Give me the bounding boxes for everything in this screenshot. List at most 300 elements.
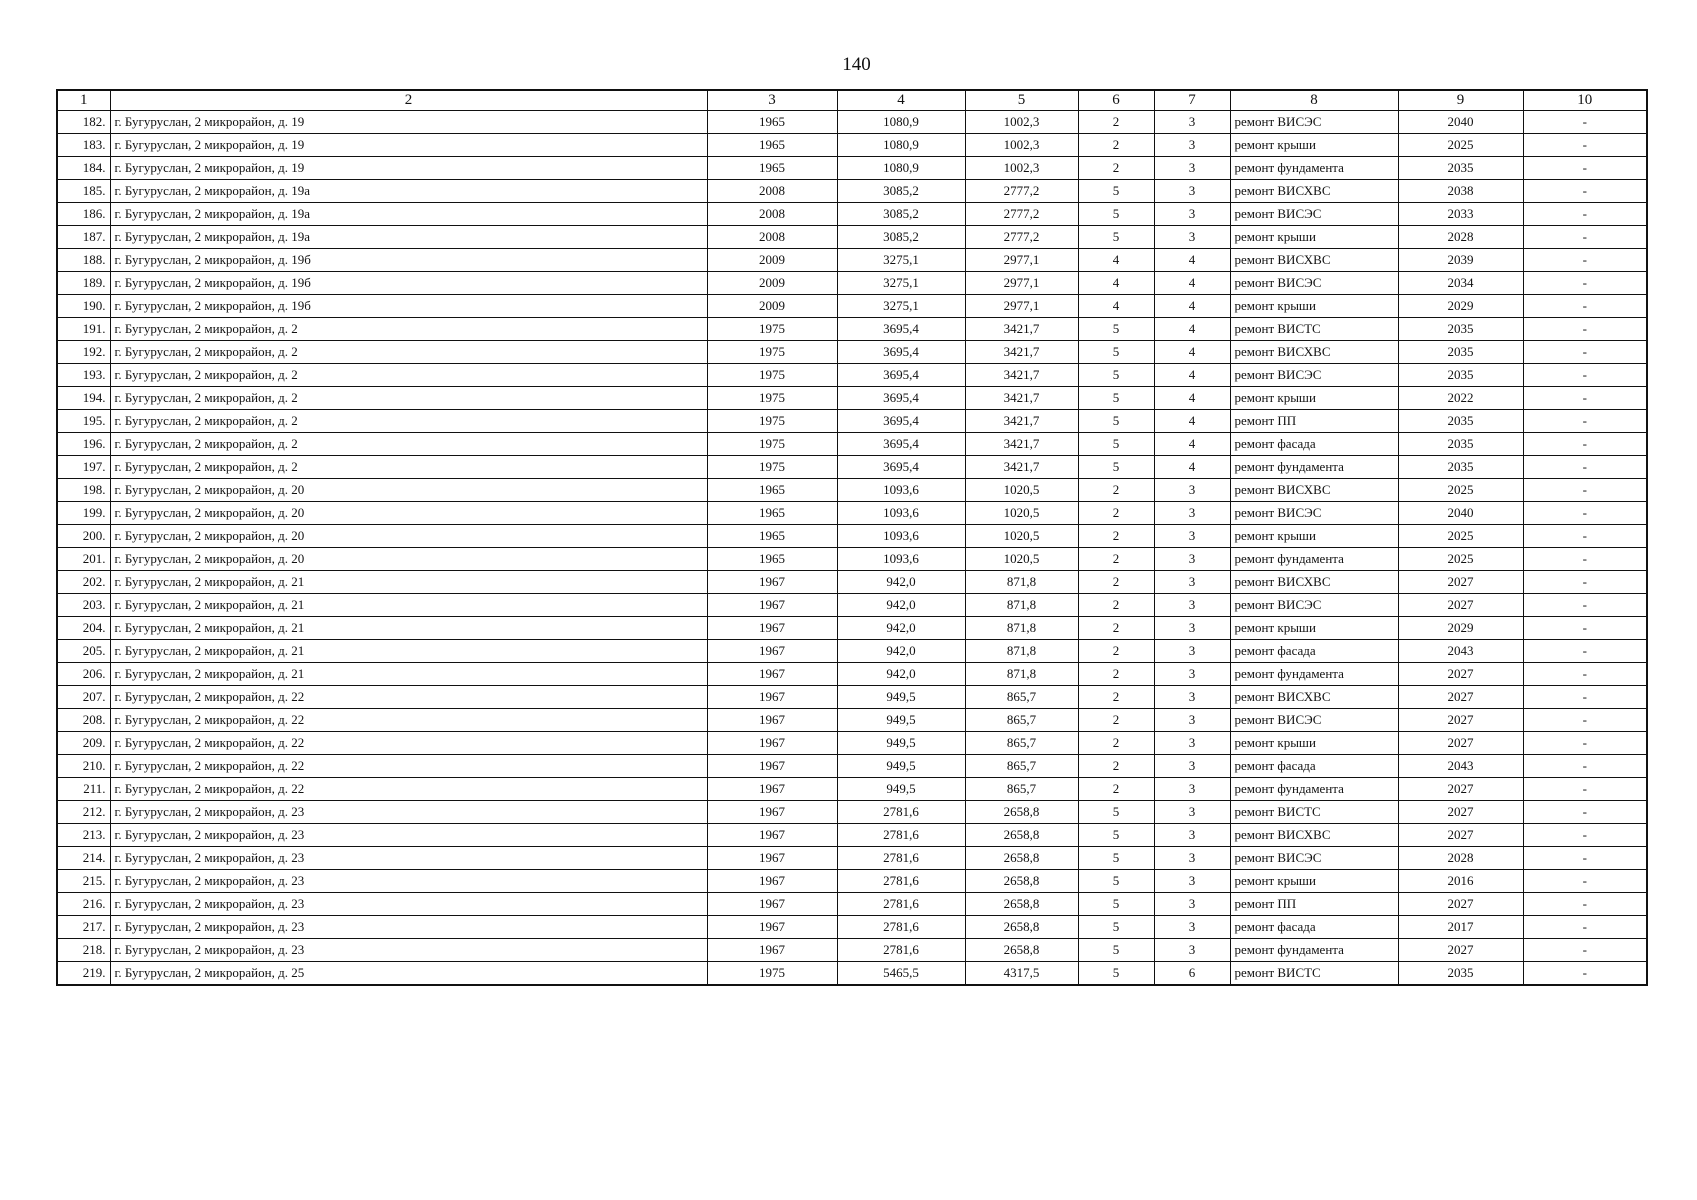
floors-cell: 2 bbox=[1078, 134, 1154, 157]
floors-cell: 2 bbox=[1078, 479, 1154, 502]
total-area-cell: 3695,4 bbox=[837, 387, 965, 410]
column-header-9: 9 bbox=[1398, 90, 1523, 111]
total-area-cell: 2781,6 bbox=[837, 847, 965, 870]
address-cell: г. Бугуруслан, 2 микрорайон, д. 19а bbox=[110, 203, 707, 226]
year-built-cell: 1967 bbox=[707, 686, 837, 709]
entrances-cell: 3 bbox=[1154, 778, 1230, 801]
row-number-cell: 188. bbox=[57, 249, 110, 272]
work-type-cell: ремонт ВИСХВС bbox=[1230, 571, 1398, 594]
work-type-cell: ремонт крыши bbox=[1230, 617, 1398, 640]
note-cell: - bbox=[1523, 341, 1647, 364]
total-area-cell: 949,5 bbox=[837, 778, 965, 801]
planned-year-cell: 2040 bbox=[1398, 502, 1523, 525]
living-area-cell: 2658,8 bbox=[965, 801, 1078, 824]
note-cell: - bbox=[1523, 433, 1647, 456]
floors-cell: 2 bbox=[1078, 525, 1154, 548]
year-built-cell: 2008 bbox=[707, 180, 837, 203]
row-number-cell: 191. bbox=[57, 318, 110, 341]
work-type-cell: ремонт ВИСЭС bbox=[1230, 364, 1398, 387]
living-area-cell: 865,7 bbox=[965, 709, 1078, 732]
total-area-cell: 5465,5 bbox=[837, 962, 965, 986]
year-built-cell: 1967 bbox=[707, 847, 837, 870]
living-area-cell: 1020,5 bbox=[965, 525, 1078, 548]
entrances-cell: 3 bbox=[1154, 203, 1230, 226]
living-area-cell: 2777,2 bbox=[965, 203, 1078, 226]
planned-year-cell: 2025 bbox=[1398, 525, 1523, 548]
column-header-4: 4 bbox=[837, 90, 965, 111]
year-built-cell: 1967 bbox=[707, 617, 837, 640]
row-number-cell: 185. bbox=[57, 180, 110, 203]
entrances-cell: 3 bbox=[1154, 502, 1230, 525]
floors-cell: 4 bbox=[1078, 249, 1154, 272]
work-type-cell: ремонт ВИСТС bbox=[1230, 801, 1398, 824]
work-type-cell: ремонт крыши bbox=[1230, 525, 1398, 548]
planned-year-cell: 2028 bbox=[1398, 226, 1523, 249]
table-row bbox=[57, 203, 1647, 226]
row-number-cell: 184. bbox=[57, 157, 110, 180]
address-cell: г. Бугуруслан, 2 микрорайон, д. 20 bbox=[110, 479, 707, 502]
year-built-cell: 2009 bbox=[707, 249, 837, 272]
entrances-cell: 3 bbox=[1154, 479, 1230, 502]
note-cell: - bbox=[1523, 502, 1647, 525]
table-row bbox=[57, 640, 1647, 663]
living-area-cell: 3421,7 bbox=[965, 433, 1078, 456]
planned-year-cell: 2029 bbox=[1398, 617, 1523, 640]
address-cell: г. Бугуруслан, 2 микрорайон, д. 2 bbox=[110, 387, 707, 410]
work-type-cell: ремонт фасада bbox=[1230, 433, 1398, 456]
floors-cell: 2 bbox=[1078, 778, 1154, 801]
floors-cell: 2 bbox=[1078, 111, 1154, 134]
note-cell: - bbox=[1523, 410, 1647, 433]
planned-year-cell: 2034 bbox=[1398, 272, 1523, 295]
address-cell: г. Бугуруслан, 2 микрорайон, д. 21 bbox=[110, 617, 707, 640]
floors-cell: 2 bbox=[1078, 617, 1154, 640]
total-area-cell: 1080,9 bbox=[837, 157, 965, 180]
note-cell: - bbox=[1523, 364, 1647, 387]
year-built-cell: 2009 bbox=[707, 295, 837, 318]
year-built-cell: 1967 bbox=[707, 594, 837, 617]
floors-cell: 5 bbox=[1078, 456, 1154, 479]
entrances-cell: 4 bbox=[1154, 433, 1230, 456]
note-cell: - bbox=[1523, 939, 1647, 962]
floors-cell: 2 bbox=[1078, 548, 1154, 571]
year-built-cell: 1965 bbox=[707, 157, 837, 180]
total-area-cell: 1093,6 bbox=[837, 548, 965, 571]
floors-cell: 5 bbox=[1078, 387, 1154, 410]
total-area-cell: 1093,6 bbox=[837, 502, 965, 525]
row-number-cell: 205. bbox=[57, 640, 110, 663]
table-row bbox=[57, 410, 1647, 433]
living-area-cell: 3421,7 bbox=[965, 410, 1078, 433]
note-cell: - bbox=[1523, 916, 1647, 939]
floors-cell: 5 bbox=[1078, 824, 1154, 847]
address-cell: г. Бугуруслан, 2 микрорайон, д. 23 bbox=[110, 824, 707, 847]
planned-year-cell: 2038 bbox=[1398, 180, 1523, 203]
address-cell: г. Бугуруслан, 2 микрорайон, д. 19 bbox=[110, 134, 707, 157]
table-row bbox=[57, 180, 1647, 203]
year-built-cell: 1967 bbox=[707, 755, 837, 778]
planned-year-cell: 2035 bbox=[1398, 364, 1523, 387]
floors-cell: 2 bbox=[1078, 686, 1154, 709]
floors-cell: 5 bbox=[1078, 870, 1154, 893]
entrances-cell: 3 bbox=[1154, 709, 1230, 732]
planned-year-cell: 2035 bbox=[1398, 341, 1523, 364]
address-cell: г. Бугуруслан, 2 микрорайон, д. 19б bbox=[110, 295, 707, 318]
floors-cell: 5 bbox=[1078, 226, 1154, 249]
planned-year-cell: 2027 bbox=[1398, 893, 1523, 916]
table-row bbox=[57, 525, 1647, 548]
total-area-cell: 2781,6 bbox=[837, 916, 965, 939]
entrances-cell: 3 bbox=[1154, 893, 1230, 916]
floors-cell: 2 bbox=[1078, 640, 1154, 663]
year-built-cell: 1967 bbox=[707, 939, 837, 962]
total-area-cell: 2781,6 bbox=[837, 870, 965, 893]
table-row bbox=[57, 226, 1647, 249]
entrances-cell: 3 bbox=[1154, 617, 1230, 640]
note-cell: - bbox=[1523, 525, 1647, 548]
total-area-cell: 3695,4 bbox=[837, 410, 965, 433]
table-row bbox=[57, 847, 1647, 870]
work-type-cell: ремонт крыши bbox=[1230, 226, 1398, 249]
floors-cell: 2 bbox=[1078, 157, 1154, 180]
year-built-cell: 1975 bbox=[707, 456, 837, 479]
column-header-10: 10 bbox=[1523, 90, 1647, 111]
page-number: 140 bbox=[842, 54, 871, 75]
row-number-cell: 202. bbox=[57, 571, 110, 594]
floors-cell: 2 bbox=[1078, 502, 1154, 525]
planned-year-cell: 2027 bbox=[1398, 571, 1523, 594]
floors-cell: 5 bbox=[1078, 847, 1154, 870]
row-number-cell: 198. bbox=[57, 479, 110, 502]
year-built-cell: 1967 bbox=[707, 824, 837, 847]
living-area-cell: 871,8 bbox=[965, 617, 1078, 640]
living-area-cell: 2658,8 bbox=[965, 847, 1078, 870]
total-area-cell: 3695,4 bbox=[837, 318, 965, 341]
table-row bbox=[57, 295, 1647, 318]
planned-year-cell: 2043 bbox=[1398, 755, 1523, 778]
note-cell: - bbox=[1523, 548, 1647, 571]
living-area-cell: 2777,2 bbox=[965, 180, 1078, 203]
entrances-cell: 3 bbox=[1154, 732, 1230, 755]
planned-year-cell: 2028 bbox=[1398, 847, 1523, 870]
total-area-cell: 1080,9 bbox=[837, 134, 965, 157]
table-row bbox=[57, 272, 1647, 295]
total-area-cell: 2781,6 bbox=[837, 939, 965, 962]
table-row bbox=[57, 456, 1647, 479]
total-area-cell: 2781,6 bbox=[837, 893, 965, 916]
entrances-cell: 3 bbox=[1154, 548, 1230, 571]
year-built-cell: 1965 bbox=[707, 548, 837, 571]
note-cell: - bbox=[1523, 157, 1647, 180]
row-number-cell: 207. bbox=[57, 686, 110, 709]
column-header-5: 5 bbox=[965, 90, 1078, 111]
planned-year-cell: 2035 bbox=[1398, 410, 1523, 433]
address-cell: г. Бугуруслан, 2 микрорайон, д. 2 bbox=[110, 433, 707, 456]
work-type-cell: ремонт крыши bbox=[1230, 732, 1398, 755]
total-area-cell: 3085,2 bbox=[837, 180, 965, 203]
total-area-cell: 3275,1 bbox=[837, 295, 965, 318]
year-built-cell: 1965 bbox=[707, 111, 837, 134]
total-area-cell: 1080,9 bbox=[837, 111, 965, 134]
work-type-cell: ремонт ВИСЭС bbox=[1230, 594, 1398, 617]
header-row bbox=[57, 90, 1647, 111]
address-cell: г. Бугуруслан, 2 микрорайон, д. 20 bbox=[110, 502, 707, 525]
row-number-cell: 208. bbox=[57, 709, 110, 732]
table-row bbox=[57, 433, 1647, 456]
row-number-cell: 204. bbox=[57, 617, 110, 640]
total-area-cell: 949,5 bbox=[837, 686, 965, 709]
address-cell: г. Бугуруслан, 2 микрорайон, д. 2 bbox=[110, 364, 707, 387]
total-area-cell: 942,0 bbox=[837, 571, 965, 594]
planned-year-cell: 2040 bbox=[1398, 111, 1523, 134]
planned-year-cell: 2027 bbox=[1398, 709, 1523, 732]
address-cell: г. Бугуруслан, 2 микрорайон, д. 21 bbox=[110, 663, 707, 686]
note-cell: - bbox=[1523, 732, 1647, 755]
entrances-cell: 3 bbox=[1154, 525, 1230, 548]
living-area-cell: 865,7 bbox=[965, 755, 1078, 778]
year-built-cell: 1975 bbox=[707, 341, 837, 364]
work-type-cell: ремонт ВИСЭС bbox=[1230, 272, 1398, 295]
table-row bbox=[57, 364, 1647, 387]
floors-cell: 5 bbox=[1078, 410, 1154, 433]
year-built-cell: 1975 bbox=[707, 962, 837, 986]
repair-schedule-table bbox=[56, 89, 1648, 986]
address-cell: г. Бугуруслан, 2 микрорайон, д. 19а bbox=[110, 180, 707, 203]
address-cell: г. Бугуруслан, 2 микрорайон, д. 19 bbox=[110, 157, 707, 180]
planned-year-cell: 2033 bbox=[1398, 203, 1523, 226]
living-area-cell: 3421,7 bbox=[965, 341, 1078, 364]
note-cell: - bbox=[1523, 778, 1647, 801]
table-row bbox=[57, 502, 1647, 525]
living-area-cell: 3421,7 bbox=[965, 387, 1078, 410]
work-type-cell: ремонт фасада bbox=[1230, 916, 1398, 939]
row-number-cell: 213. bbox=[57, 824, 110, 847]
table-row bbox=[57, 870, 1647, 893]
living-area-cell: 865,7 bbox=[965, 778, 1078, 801]
table-row bbox=[57, 709, 1647, 732]
year-built-cell: 1965 bbox=[707, 134, 837, 157]
total-area-cell: 949,5 bbox=[837, 755, 965, 778]
planned-year-cell: 2027 bbox=[1398, 594, 1523, 617]
note-cell: - bbox=[1523, 226, 1647, 249]
total-area-cell: 3275,1 bbox=[837, 272, 965, 295]
floors-cell: 5 bbox=[1078, 939, 1154, 962]
living-area-cell: 2977,1 bbox=[965, 272, 1078, 295]
total-area-cell: 3695,4 bbox=[837, 341, 965, 364]
year-built-cell: 1967 bbox=[707, 732, 837, 755]
total-area-cell: 949,5 bbox=[837, 709, 965, 732]
note-cell: - bbox=[1523, 686, 1647, 709]
total-area-cell: 3085,2 bbox=[837, 226, 965, 249]
table-body bbox=[57, 111, 1647, 986]
row-number-cell: 196. bbox=[57, 433, 110, 456]
planned-year-cell: 2027 bbox=[1398, 824, 1523, 847]
table-row bbox=[57, 571, 1647, 594]
planned-year-cell: 2022 bbox=[1398, 387, 1523, 410]
address-cell: г. Бугуруслан, 2 микрорайон, д. 23 bbox=[110, 847, 707, 870]
address-cell: г. Бугуруслан, 2 микрорайон, д. 2 bbox=[110, 456, 707, 479]
row-number-cell: 189. bbox=[57, 272, 110, 295]
living-area-cell: 2658,8 bbox=[965, 893, 1078, 916]
total-area-cell: 3695,4 bbox=[837, 433, 965, 456]
address-cell: г. Бугуруслан, 2 микрорайон, д. 20 bbox=[110, 548, 707, 571]
floors-cell: 4 bbox=[1078, 295, 1154, 318]
entrances-cell: 3 bbox=[1154, 870, 1230, 893]
address-cell: г. Бугуруслан, 2 микрорайон, д. 20 bbox=[110, 525, 707, 548]
planned-year-cell: 2027 bbox=[1398, 778, 1523, 801]
work-type-cell: ремонт ВИСЭС bbox=[1230, 847, 1398, 870]
row-number-cell: 212. bbox=[57, 801, 110, 824]
total-area-cell: 942,0 bbox=[837, 640, 965, 663]
row-number-cell: 214. bbox=[57, 847, 110, 870]
row-number-cell: 183. bbox=[57, 134, 110, 157]
work-type-cell: ремонт ПП bbox=[1230, 410, 1398, 433]
planned-year-cell: 2017 bbox=[1398, 916, 1523, 939]
note-cell: - bbox=[1523, 870, 1647, 893]
row-number-cell: 218. bbox=[57, 939, 110, 962]
row-number-cell: 216. bbox=[57, 893, 110, 916]
note-cell: - bbox=[1523, 134, 1647, 157]
year-built-cell: 1975 bbox=[707, 387, 837, 410]
work-type-cell: ремонт крыши bbox=[1230, 387, 1398, 410]
entrances-cell: 3 bbox=[1154, 180, 1230, 203]
entrances-cell: 3 bbox=[1154, 755, 1230, 778]
work-type-cell: ремонт фундамента bbox=[1230, 939, 1398, 962]
entrances-cell: 3 bbox=[1154, 594, 1230, 617]
living-area-cell: 1002,3 bbox=[965, 134, 1078, 157]
living-area-cell: 1002,3 bbox=[965, 111, 1078, 134]
table-row bbox=[57, 778, 1647, 801]
work-type-cell: ремонт ВИСХВС bbox=[1230, 479, 1398, 502]
planned-year-cell: 2029 bbox=[1398, 295, 1523, 318]
entrances-cell: 4 bbox=[1154, 364, 1230, 387]
living-area-cell: 1020,5 bbox=[965, 502, 1078, 525]
note-cell: - bbox=[1523, 272, 1647, 295]
entrances-cell: 3 bbox=[1154, 663, 1230, 686]
year-built-cell: 1967 bbox=[707, 778, 837, 801]
planned-year-cell: 2027 bbox=[1398, 939, 1523, 962]
table-row bbox=[57, 801, 1647, 824]
living-area-cell: 2658,8 bbox=[965, 870, 1078, 893]
work-type-cell: ремонт фундамента bbox=[1230, 663, 1398, 686]
planned-year-cell: 2035 bbox=[1398, 318, 1523, 341]
work-type-cell: ремонт фундамента bbox=[1230, 157, 1398, 180]
floors-cell: 4 bbox=[1078, 272, 1154, 295]
row-number-cell: 203. bbox=[57, 594, 110, 617]
address-cell: г. Бугуруслан, 2 микрорайон, д. 22 bbox=[110, 686, 707, 709]
entrances-cell: 4 bbox=[1154, 272, 1230, 295]
planned-year-cell: 2043 bbox=[1398, 640, 1523, 663]
row-number-cell: 217. bbox=[57, 916, 110, 939]
year-built-cell: 2008 bbox=[707, 226, 837, 249]
row-number-cell: 200. bbox=[57, 525, 110, 548]
row-number-cell: 199. bbox=[57, 502, 110, 525]
year-built-cell: 1965 bbox=[707, 502, 837, 525]
address-cell: г. Бугуруслан, 2 микрорайон, д. 21 bbox=[110, 571, 707, 594]
work-type-cell: ремонт ВИСХВС bbox=[1230, 686, 1398, 709]
floors-cell: 2 bbox=[1078, 571, 1154, 594]
column-header-2: 2 bbox=[110, 90, 707, 111]
living-area-cell: 871,8 bbox=[965, 663, 1078, 686]
row-number-cell: 209. bbox=[57, 732, 110, 755]
note-cell: - bbox=[1523, 847, 1647, 870]
work-type-cell: ремонт ПП bbox=[1230, 893, 1398, 916]
address-cell: г. Бугуруслан, 2 микрорайон, д. 21 bbox=[110, 594, 707, 617]
table-row bbox=[57, 824, 1647, 847]
work-type-cell: ремонт фасада bbox=[1230, 640, 1398, 663]
row-number-cell: 215. bbox=[57, 870, 110, 893]
note-cell: - bbox=[1523, 755, 1647, 778]
total-area-cell: 3695,4 bbox=[837, 364, 965, 387]
entrances-cell: 3 bbox=[1154, 939, 1230, 962]
floors-cell: 2 bbox=[1078, 732, 1154, 755]
table-row bbox=[57, 686, 1647, 709]
row-number-cell: 197. bbox=[57, 456, 110, 479]
row-number-cell: 182. bbox=[57, 111, 110, 134]
living-area-cell: 2977,1 bbox=[965, 249, 1078, 272]
work-type-cell: ремонт крыши bbox=[1230, 134, 1398, 157]
planned-year-cell: 2039 bbox=[1398, 249, 1523, 272]
entrances-cell: 6 bbox=[1154, 962, 1230, 986]
table-row bbox=[57, 157, 1647, 180]
address-cell: г. Бугуруслан, 2 микрорайон, д. 22 bbox=[110, 755, 707, 778]
work-type-cell: ремонт ВИСЭС bbox=[1230, 502, 1398, 525]
living-area-cell: 2658,8 bbox=[965, 916, 1078, 939]
planned-year-cell: 2025 bbox=[1398, 134, 1523, 157]
floors-cell: 5 bbox=[1078, 203, 1154, 226]
planned-year-cell: 2035 bbox=[1398, 157, 1523, 180]
table-row bbox=[57, 939, 1647, 962]
note-cell: - bbox=[1523, 893, 1647, 916]
address-cell: г. Бугуруслан, 2 микрорайон, д. 22 bbox=[110, 709, 707, 732]
living-area-cell: 3421,7 bbox=[965, 456, 1078, 479]
entrances-cell: 4 bbox=[1154, 318, 1230, 341]
table-row bbox=[57, 249, 1647, 272]
living-area-cell: 1020,5 bbox=[965, 479, 1078, 502]
year-built-cell: 1967 bbox=[707, 640, 837, 663]
living-area-cell: 1002,3 bbox=[965, 157, 1078, 180]
living-area-cell: 2777,2 bbox=[965, 226, 1078, 249]
address-cell: г. Бугуруслан, 2 микрорайон, д. 23 bbox=[110, 893, 707, 916]
address-cell: г. Бугуруслан, 2 микрорайон, д. 19б bbox=[110, 249, 707, 272]
floors-cell: 5 bbox=[1078, 180, 1154, 203]
planned-year-cell: 2035 bbox=[1398, 456, 1523, 479]
work-type-cell: ремонт фундамента bbox=[1230, 456, 1398, 479]
table-row bbox=[57, 594, 1647, 617]
entrances-cell: 4 bbox=[1154, 410, 1230, 433]
column-header-1: 1 bbox=[57, 90, 110, 111]
table-row bbox=[57, 134, 1647, 157]
living-area-cell: 3421,7 bbox=[965, 318, 1078, 341]
total-area-cell: 942,0 bbox=[837, 594, 965, 617]
year-built-cell: 1967 bbox=[707, 571, 837, 594]
address-cell: г. Бугуруслан, 2 микрорайон, д. 21 bbox=[110, 640, 707, 663]
work-type-cell: ремонт ВИСХВС bbox=[1230, 341, 1398, 364]
address-cell: г. Бугуруслан, 2 микрорайон, д. 2 bbox=[110, 318, 707, 341]
work-type-cell: ремонт ВИСЭС bbox=[1230, 709, 1398, 732]
total-area-cell: 942,0 bbox=[837, 617, 965, 640]
year-built-cell: 1975 bbox=[707, 318, 837, 341]
table-row bbox=[57, 111, 1647, 134]
total-area-cell: 3275,1 bbox=[837, 249, 965, 272]
table-row bbox=[57, 479, 1647, 502]
note-cell: - bbox=[1523, 709, 1647, 732]
year-built-cell: 1965 bbox=[707, 525, 837, 548]
address-cell: г. Бугуруслан, 2 микрорайон, д. 22 bbox=[110, 778, 707, 801]
address-cell: г. Бугуруслан, 2 микрорайон, д. 23 bbox=[110, 939, 707, 962]
entrances-cell: 4 bbox=[1154, 456, 1230, 479]
note-cell: - bbox=[1523, 180, 1647, 203]
